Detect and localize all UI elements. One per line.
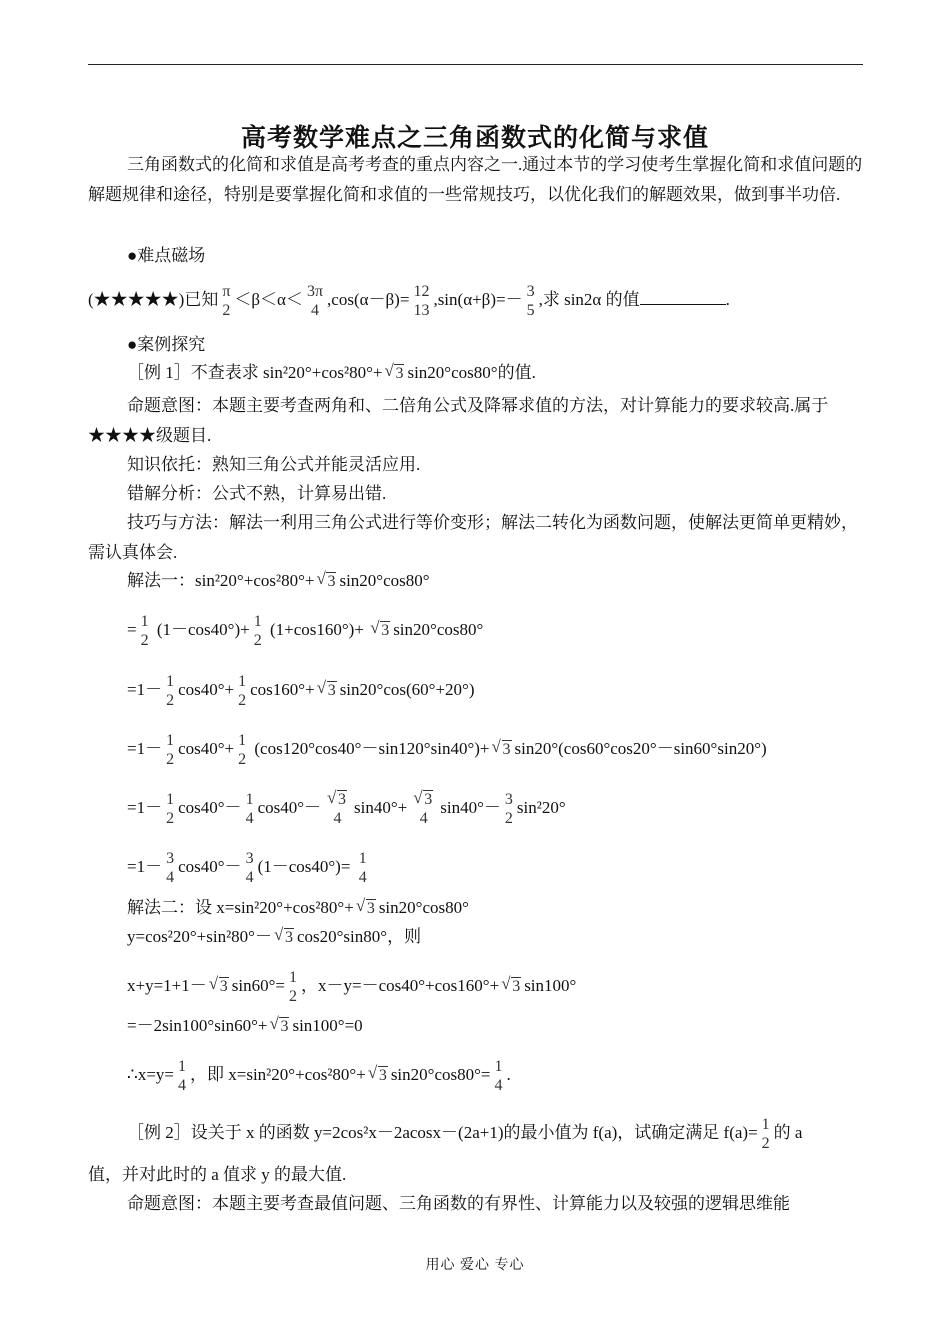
math-text: sin40°－	[440, 797, 501, 817]
math-text: sin100°	[524, 975, 577, 995]
sqrt: √ 3	[317, 570, 337, 592]
fraction: 3 5	[526, 283, 535, 319]
sqrt: √ 3	[414, 790, 434, 809]
sqrt: √ 3	[318, 679, 338, 701]
math-text: ，即 x=sin²20°+cos²80°+	[190, 1064, 366, 1084]
fraction: √ 3 4	[324, 790, 351, 828]
math-text: (1－cos40°)=	[257, 856, 351, 876]
error-line: 错解分析：公式不熟，计算易出错.	[127, 484, 387, 503]
math-text: =－2sin100°sin60°+	[127, 1016, 268, 1035]
fraction: 1 2	[238, 732, 247, 768]
math-text: sin20°cos(60°+20°)	[339, 679, 475, 699]
section-heading-difficulty: ●难点磁场	[127, 246, 206, 265]
sqrt: √ 3	[210, 975, 230, 997]
punctuation: .	[725, 289, 730, 309]
fraction: 1 2	[761, 1116, 770, 1152]
solution1-line-5	[127, 849, 371, 887]
math-text: cos40°－	[178, 856, 242, 876]
header-rule	[88, 64, 863, 65]
problem-difficulty	[88, 282, 730, 320]
problem-text: ,求 sin2α 的值	[538, 289, 640, 309]
math-text: sin20°cos80°=	[390, 1064, 491, 1084]
math-text: sin20°cos80°	[378, 898, 469, 917]
fraction: 3π 4	[306, 283, 324, 319]
knowledge-line: 知识依托：熟知三角公式并能灵活应用.	[127, 455, 421, 474]
math-text: sin60°=	[231, 975, 285, 995]
fraction: 1 4	[178, 1058, 186, 1094]
math-text: (1+cos160°)+	[269, 619, 364, 639]
fraction: 1 2	[166, 732, 175, 768]
math-text: =1－	[127, 679, 163, 699]
problem-text: ,sin(α+β)=－	[433, 289, 523, 309]
math-text: cos20°sin80°，则	[296, 927, 422, 946]
math-text: cos40°－	[257, 797, 322, 817]
answer-blank	[640, 290, 726, 305]
math-text: =1－	[127, 856, 163, 876]
fraction: 1 4	[245, 791, 254, 827]
sqrt: √ 3	[493, 738, 513, 760]
fraction: 1 2	[289, 969, 297, 1005]
math-text: sin20°cos80°	[339, 571, 430, 590]
math-text: =1－	[127, 797, 163, 817]
math-text: 解法二：设 x=sin²20°+cos²80°+	[127, 898, 354, 917]
section-heading-cases: ●案例探究	[127, 335, 206, 354]
solution2-line-3	[127, 1015, 363, 1037]
solution1-line-1	[127, 612, 483, 650]
fraction: 12 13	[413, 283, 430, 319]
math-text: (1－cos40°)+	[156, 619, 250, 639]
example-text: ［例 1］不查表求 sin²20°+cos²80°+	[127, 363, 383, 382]
intent-paragraph: 命题意图：本题主要考查两角和、二倍角公式及降幂求值的方法，对计算能力的要求较高.属于★★★★级题目.	[88, 396, 829, 445]
problem-text: ,cos(α－β)=	[327, 289, 410, 309]
example-1-heading	[127, 362, 536, 384]
sqrt: √ 3	[385, 362, 405, 384]
example-text: sin20°cos80°的值.	[407, 363, 536, 382]
fraction: 1 4	[494, 1058, 503, 1094]
example-2-heading	[127, 1115, 802, 1153]
solution2-line-1	[127, 926, 421, 948]
math-text: sin100°=0	[292, 1016, 363, 1035]
page-footer: 用心 爱心 专心	[425, 1258, 525, 1273]
fraction: 3 4	[245, 850, 254, 886]
solution1-line-4	[127, 790, 566, 828]
sqrt: √ 3	[328, 790, 348, 809]
math-text: cos40°+	[178, 738, 235, 758]
intro-paragraph: 三角函数式的化简和求值是高考考查的重点内容之一.通过本节的学习使考生掌握化简和求值问题的解题规律和途径，特别是要掌握化简和求值的一些常规技巧，以优化我们的解题效果，做到事半功倍.	[88, 155, 863, 204]
solution2-line-0	[127, 897, 469, 919]
solution2-line-4	[127, 1057, 511, 1095]
fraction: 1 2	[166, 791, 175, 827]
math-text: cos160°+	[250, 679, 315, 699]
sqrt: √ 3	[502, 975, 522, 997]
example-2-intent: 命题意图：本题主要考查最值问题、三角函数的有界性、计算能力以及较强的逻辑思维能	[127, 1194, 790, 1213]
sqrt: √ 3	[371, 619, 391, 641]
fraction: 1 2	[140, 613, 149, 649]
example-text: 的 a	[773, 1122, 803, 1142]
math-text: cos40°－	[178, 797, 242, 817]
fraction: 1 2	[238, 673, 247, 709]
example-2-continuation: 值，并对此时的 a 值求 y 的最大值.	[88, 1165, 347, 1184]
fraction: 1 4	[358, 850, 367, 886]
solution1-line-3	[127, 731, 767, 769]
math-text: x+y=1+1－	[127, 975, 207, 995]
sqrt: √ 3	[275, 926, 295, 948]
math-text: sin20°cos80°	[393, 619, 484, 639]
problem-text: (★★★★★)已知	[88, 289, 219, 309]
solution1-line-2	[127, 672, 475, 710]
fraction: 3 2	[504, 791, 513, 827]
math-text: ∴x=y=	[127, 1064, 174, 1084]
solution2-line-2	[127, 968, 576, 1006]
fraction: √ 3 4	[410, 790, 437, 828]
solution1-line-0	[127, 570, 430, 592]
math-text: sin40°+	[354, 797, 408, 817]
sqrt: √ 3	[357, 897, 377, 919]
page-title: 高考数学难点之三角函数式的化简与求值	[240, 125, 709, 152]
math-text: cos40°+	[178, 679, 235, 699]
math-text: =1－	[127, 738, 163, 758]
math-text: .	[506, 1064, 511, 1084]
math-text: 解法一：sin²20°+cos²80°+	[127, 571, 315, 590]
fraction: 1 2	[166, 673, 175, 709]
sqrt: √ 3	[369, 1064, 389, 1086]
problem-text: ＜β＜α＜	[234, 289, 303, 309]
fraction: 3 4	[166, 850, 175, 886]
math-text: (cos120°cos40°－sin120°sin40°)+	[254, 738, 490, 758]
math-text: sin²20°	[516, 797, 566, 817]
fraction: π 2	[222, 283, 231, 319]
math-text: sin20°(cos60°cos20°－sin60°sin20°)	[514, 738, 767, 758]
math-text: ，x－y=－cos40°+cos160°+	[301, 975, 500, 995]
math-text: y=cos²20°+sin²80°－	[127, 927, 272, 946]
sqrt: √ 3	[270, 1015, 290, 1037]
math-text: =	[127, 619, 137, 639]
example-text: ［例 2］设关于 x 的函数 y=2cos²x－2acosx－(2a+1)的最小值为 f(a)，试确定满足 f(a)=	[127, 1122, 758, 1142]
fraction: 1 2	[253, 613, 262, 649]
method-paragraph: 技巧与方法：解法一利用三角公式进行等价变形；解法二转化为函数问题，使解法更简单更精妙，需认真体会.	[88, 513, 858, 562]
